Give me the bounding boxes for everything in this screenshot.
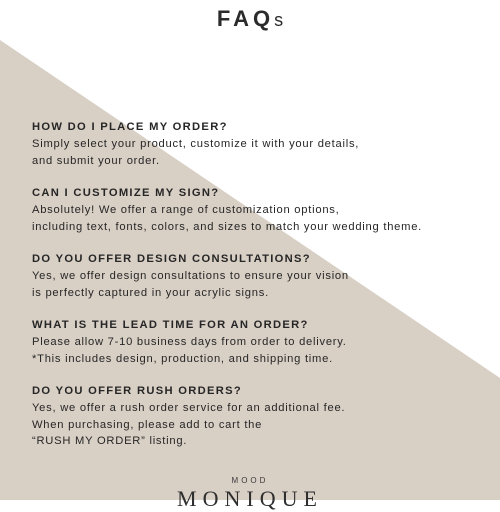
faq-answer-line: *This includes design, production, and shipping time. <box>32 352 333 365</box>
faq-question: CAN I CUSTOMIZE MY SIGN? <box>32 187 220 199</box>
faq-item-lead-time <box>32 317 482 367</box>
faq-answer-line: Yes, we offer a rush order service for an additional fee. <box>32 402 346 414</box>
faq-answer-line: and submit your order. <box>32 154 160 167</box>
faq-answer-line: When purchasing, please add to cart the <box>32 418 263 431</box>
faq-question: HOW DO I PLACE MY ORDER? <box>32 121 228 133</box>
faq-answer-line: Absolutely! We offer a range of customization options, <box>32 204 340 216</box>
faq-item-place-order <box>32 119 482 169</box>
brand-logo-main: MONIQUE <box>177 486 323 511</box>
faq-question: DO YOU OFFER RUSH ORDERS? <box>32 385 243 397</box>
faq-answer-line: is perfectly captured in your acrylic signs. <box>32 286 269 299</box>
faq-answer-line: Please allow 7-10 business days from order to delivery. <box>32 336 347 348</box>
faq-answer-line: Yes, we offer design consultations to ensure your vision <box>32 270 349 282</box>
faq-question: DO YOU OFFER DESIGN CONSULTATIONS? <box>32 253 311 265</box>
faq-item-design-consultations <box>32 251 482 301</box>
page-title-main: FAQ <box>216 6 275 31</box>
brand-logo-small: MOOD <box>231 476 269 485</box>
faq-answer-line: including text, fonts, colors, and sizes to match your wedding theme. <box>32 220 423 233</box>
faq-item-customize-sign <box>32 185 482 235</box>
faq-answer-line: “RUSH MY ORDER” listing. <box>32 435 188 447</box>
page-title <box>0 6 500 32</box>
faq-item-rush-orders <box>32 383 482 450</box>
faq-question: WHAT IS THE LEAD TIME FOR AN ORDER? <box>32 319 309 331</box>
page-title-suffix: s <box>274 10 284 30</box>
faq-answer-line: Simply select your product, customize it with your details, <box>32 138 360 150</box>
faq-list <box>32 119 482 466</box>
